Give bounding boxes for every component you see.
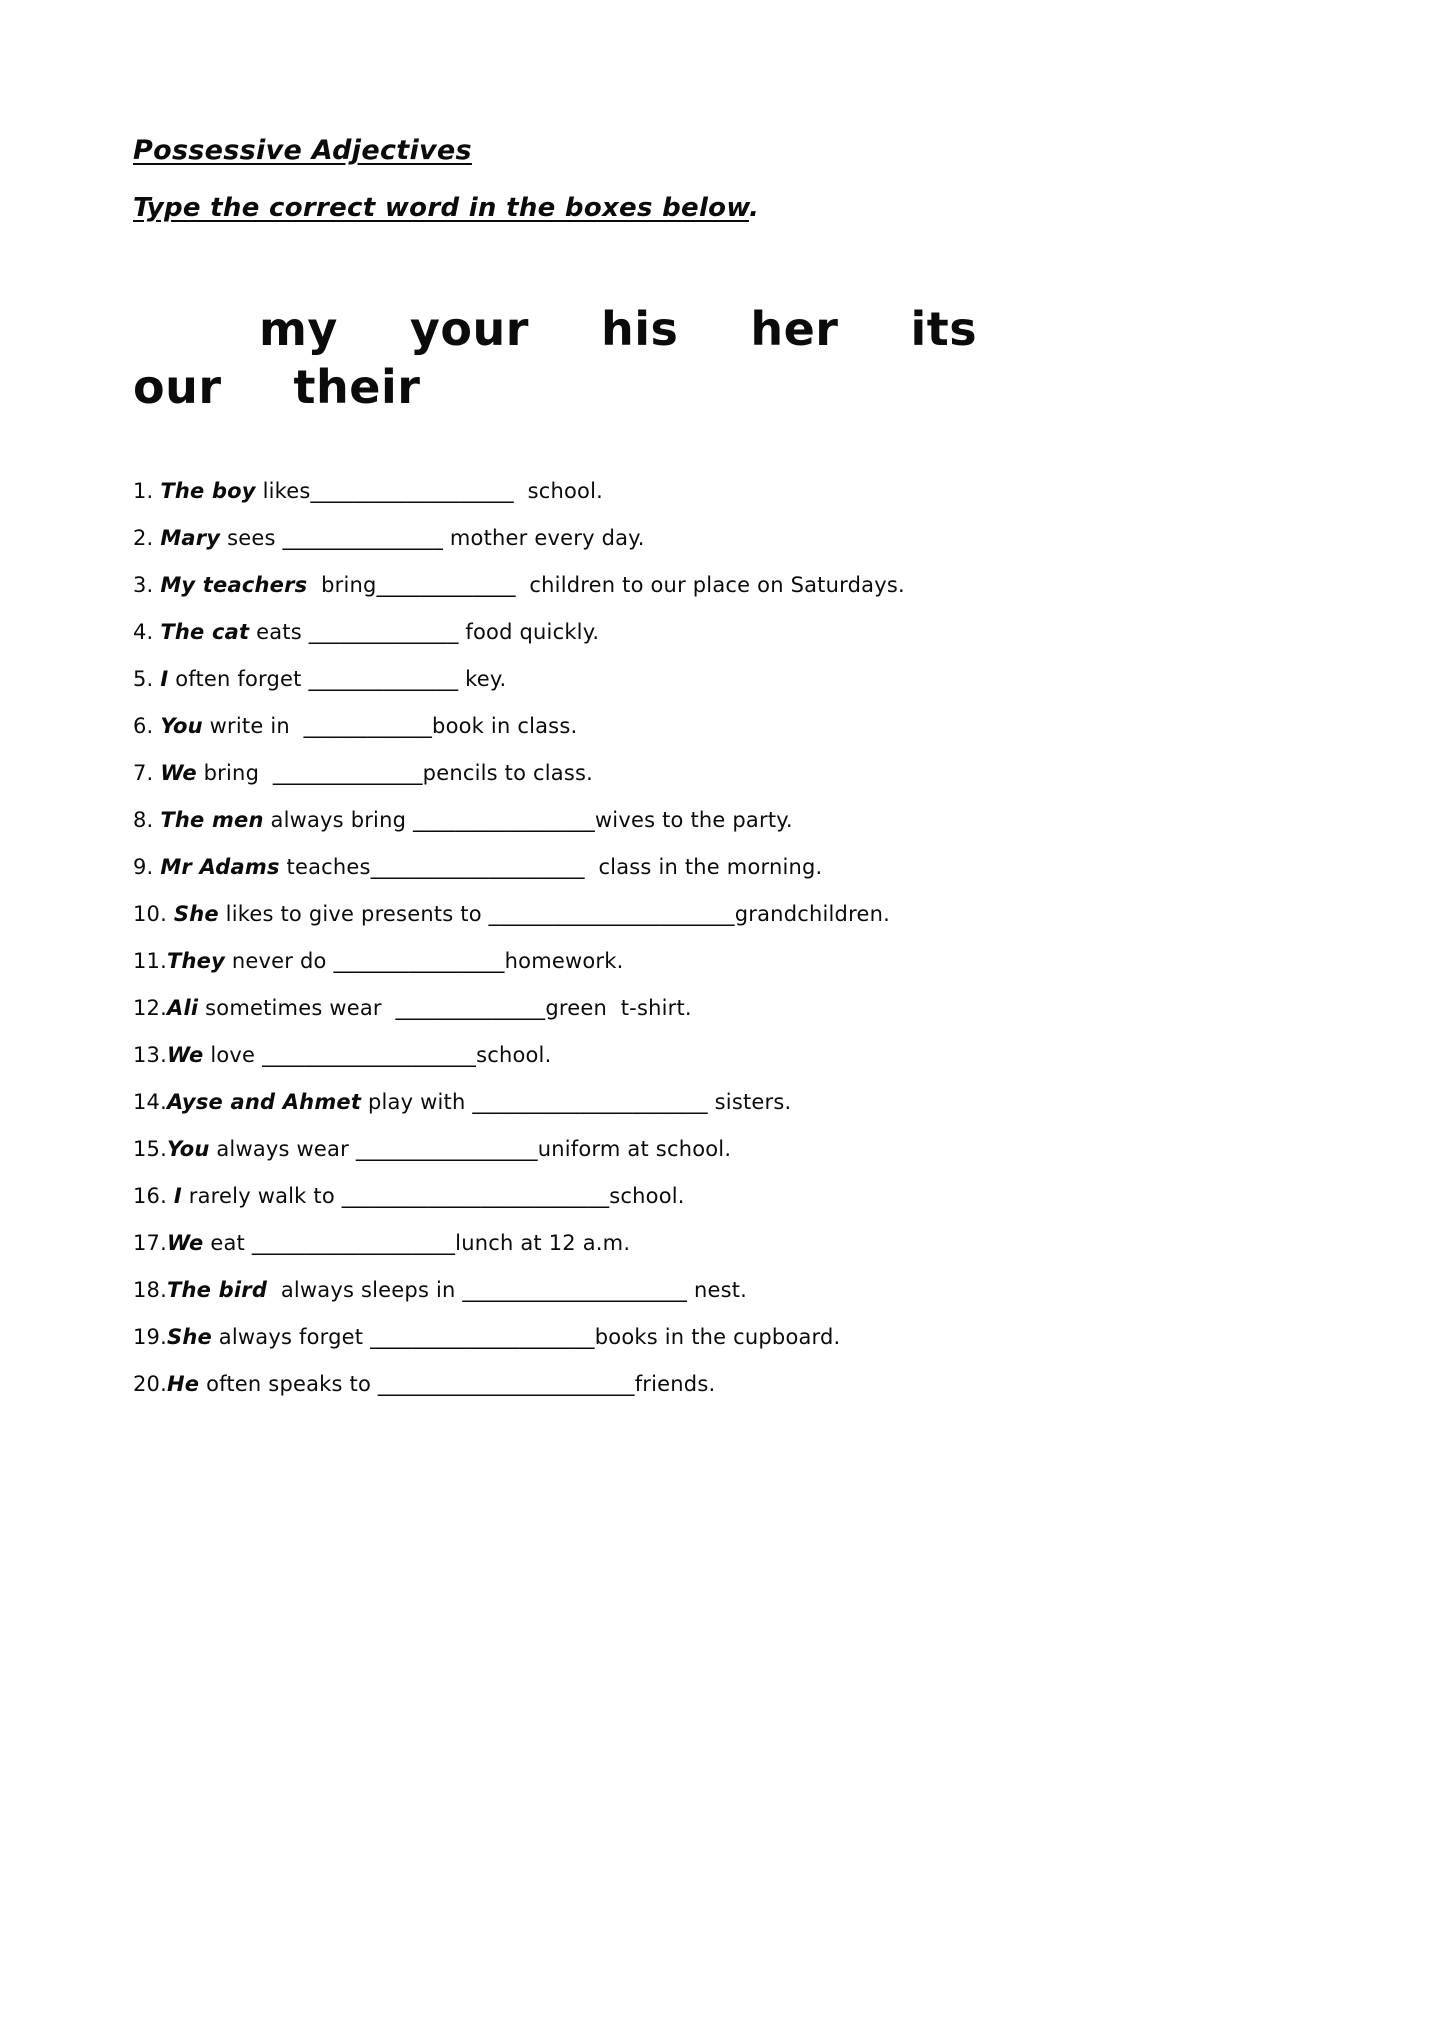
sentence-text: 13. [133, 1042, 167, 1067]
sentence-text: 2. [133, 525, 161, 550]
sentence-text: write in [202, 713, 304, 738]
sentence-text: always bring [263, 807, 414, 832]
sentence-row-15 [133, 1136, 1320, 1161]
sentence-text: 4. [133, 619, 161, 644]
sentence-text: always sleeps in [267, 1277, 463, 1302]
sentence-row-18 [133, 1277, 1320, 1302]
answer-blank-7[interactable]: ______________ [272, 760, 423, 785]
sentence-subject: The bird [167, 1277, 268, 1302]
sentence-text: 11. [133, 948, 167, 973]
sentence-list [133, 478, 1320, 1396]
sentence-text: 14. [133, 1089, 167, 1114]
word-bank-line [133, 359, 1320, 417]
answer-blank-4[interactable]: ______________ [308, 619, 459, 644]
sentence-text: class in the morning. [584, 854, 823, 879]
sentence-row-9 [133, 854, 1320, 879]
sentence-row-5 [133, 666, 1320, 691]
answer-blank-17[interactable]: ___________________ [251, 1230, 456, 1255]
sentence-text: eats [249, 619, 309, 644]
sentence-text: book in class. [432, 713, 578, 738]
sentence-text: play with [361, 1089, 473, 1114]
sentence-subject: She [167, 1324, 212, 1349]
sentence-text: food quickly. [458, 619, 600, 644]
sentence-text: 6. [133, 713, 161, 738]
sentence-text: mother every day. [443, 525, 645, 550]
answer-blank-16[interactable]: _________________________ [341, 1183, 610, 1208]
sentence-text: often forget [168, 666, 309, 691]
sentence-row-8 [133, 807, 1320, 832]
sentence-text: wives to the party. [594, 807, 793, 832]
sentence-text: sisters. [707, 1089, 792, 1114]
word-bank [133, 301, 1320, 417]
sentence-text: uniform at school. [537, 1136, 732, 1161]
sentence-subject: I [173, 1183, 182, 1208]
answer-blank-12[interactable]: ______________ [395, 995, 546, 1020]
sentence-subject: You [167, 1136, 210, 1161]
word-bank-word-their: their [293, 359, 421, 414]
worksheet-title-text: Possessive Adjectives [133, 135, 472, 166]
sentence-subject: Ayse and Ahmet [167, 1089, 362, 1114]
sentence-subject: They [167, 948, 226, 973]
answer-blank-19[interactable]: _____________________ [370, 1324, 595, 1349]
sentence-text: sees [220, 525, 283, 550]
sentence-row-1 [133, 478, 1320, 503]
answer-blank-15[interactable]: _________________ [355, 1136, 538, 1161]
sentence-text: 15. [133, 1136, 167, 1161]
answer-blank-11[interactable]: ________________ [333, 948, 505, 973]
answer-blank-6[interactable]: ____________ [303, 713, 433, 738]
sentence-text: 18. [133, 1277, 167, 1302]
sentence-text: teaches [279, 854, 371, 879]
word-bank-word-your: your [409, 302, 529, 356]
sentence-text: rarely walk to [181, 1183, 342, 1208]
instruction-period: . [749, 193, 760, 223]
sentence-row-13 [133, 1042, 1320, 1067]
sentence-text: friends. [634, 1371, 716, 1396]
sentence-text: likes to give presents to [218, 901, 489, 926]
sentence-text: 1. [133, 478, 161, 503]
sentence-text: school. [609, 1183, 685, 1208]
sentence-text: eat [203, 1230, 252, 1255]
answer-blank-10[interactable]: _______________________ [488, 901, 735, 926]
sentence-text: 20. [133, 1371, 167, 1396]
instruction-line [133, 193, 1320, 223]
sentence-row-3 [133, 572, 1320, 597]
sentence-row-17 [133, 1230, 1320, 1255]
answer-blank-20[interactable]: ________________________ [377, 1371, 635, 1396]
worksheet-title [133, 135, 1320, 166]
sentence-row-16 [133, 1183, 1320, 1208]
word-bank-word-his: his [600, 302, 679, 356]
sentence-text: likes [255, 478, 311, 503]
sentence-text: books in the cupboard. [594, 1324, 841, 1349]
sentence-row-6 [133, 713, 1320, 738]
sentence-text: nest. [687, 1277, 748, 1302]
sentence-text: never do [225, 948, 334, 973]
sentence-subject: I [160, 666, 169, 691]
sentence-text: always forget [211, 1324, 371, 1349]
word-bank-word-my: my [259, 302, 338, 356]
sentence-text: pencils to class. [422, 760, 594, 785]
answer-blank-18[interactable]: _____________________ [462, 1277, 688, 1302]
word-bank-word-her: her [750, 302, 839, 356]
sentence-subject: The cat [160, 619, 250, 644]
sentence-subject: We [160, 760, 197, 785]
sentence-text: 7. [133, 760, 161, 785]
sentence-row-4 [133, 619, 1320, 644]
sentence-subject: The men [160, 807, 264, 832]
word-bank-word-our: our [133, 359, 222, 414]
word-bank-line [133, 301, 1320, 359]
sentence-text: 5. [133, 666, 161, 691]
sentence-subject: We [167, 1230, 204, 1255]
sentence-row-11 [133, 948, 1320, 973]
sentence-row-20 [133, 1371, 1320, 1396]
sentence-text: 17. [133, 1230, 167, 1255]
sentence-text: homework. [504, 948, 624, 973]
sentence-text: 8. [133, 807, 161, 832]
answer-blank-9[interactable]: ____________________ [370, 854, 585, 879]
sentence-subject: The boy [160, 478, 256, 503]
sentence-text: sometimes wear [198, 995, 396, 1020]
sentence-text: children to our place on Saturdays. [515, 572, 905, 597]
sentence-text: 16. [133, 1183, 174, 1208]
sentence-text: 19. [133, 1324, 167, 1349]
sentence-text: 10. [133, 901, 174, 926]
word-bank-word-its: its [910, 302, 978, 356]
sentence-subject: She [173, 901, 219, 926]
sentence-text: often speaks to [199, 1371, 378, 1396]
sentence-subject: Mary [160, 525, 221, 550]
sentence-row-10 [133, 901, 1320, 926]
sentence-text: school. [513, 478, 603, 503]
sentence-text: always wear [209, 1136, 356, 1161]
answer-blank-1[interactable]: ___________________ [310, 478, 514, 503]
sentence-text: school. [476, 1042, 552, 1067]
sentence-subject: He [167, 1371, 200, 1396]
sentence-subject: You [160, 713, 203, 738]
sentence-row-7 [133, 760, 1320, 785]
sentence-row-14 [133, 1089, 1320, 1114]
sentence-text: love [203, 1042, 263, 1067]
sentence-subject: My teachers [160, 572, 308, 597]
sentence-text: 12. [133, 995, 167, 1020]
sentence-row-12 [133, 995, 1320, 1020]
sentence-text: key. [458, 666, 507, 691]
sentence-subject: Ali [167, 995, 199, 1020]
sentence-text: 3. [133, 572, 161, 597]
answer-blank-13[interactable]: ____________________ [262, 1042, 477, 1067]
answer-blank-3[interactable]: _____________ [376, 572, 516, 597]
sentence-text: 9. [133, 854, 161, 879]
sentence-text: grandchildren. [734, 901, 890, 926]
sentence-text: bring [196, 760, 273, 785]
sentence-row-2 [133, 525, 1320, 550]
answer-blank-8[interactable]: _________________ [413, 807, 595, 832]
instruction-text: Type the correct word in the boxes below [133, 193, 749, 223]
sentence-row-19 [133, 1324, 1320, 1349]
sentence-subject: Mr Adams [160, 854, 280, 879]
answer-blank-5[interactable]: ______________ [308, 666, 459, 691]
answer-blank-2[interactable]: _______________ [282, 525, 444, 550]
sentence-subject: We [167, 1042, 204, 1067]
sentence-text: green t-shirt. [545, 995, 692, 1020]
sentence-text: bring [307, 572, 377, 597]
answer-blank-14[interactable]: ______________________ [472, 1089, 708, 1114]
sentence-text: lunch at 12 a.m. [455, 1230, 631, 1255]
